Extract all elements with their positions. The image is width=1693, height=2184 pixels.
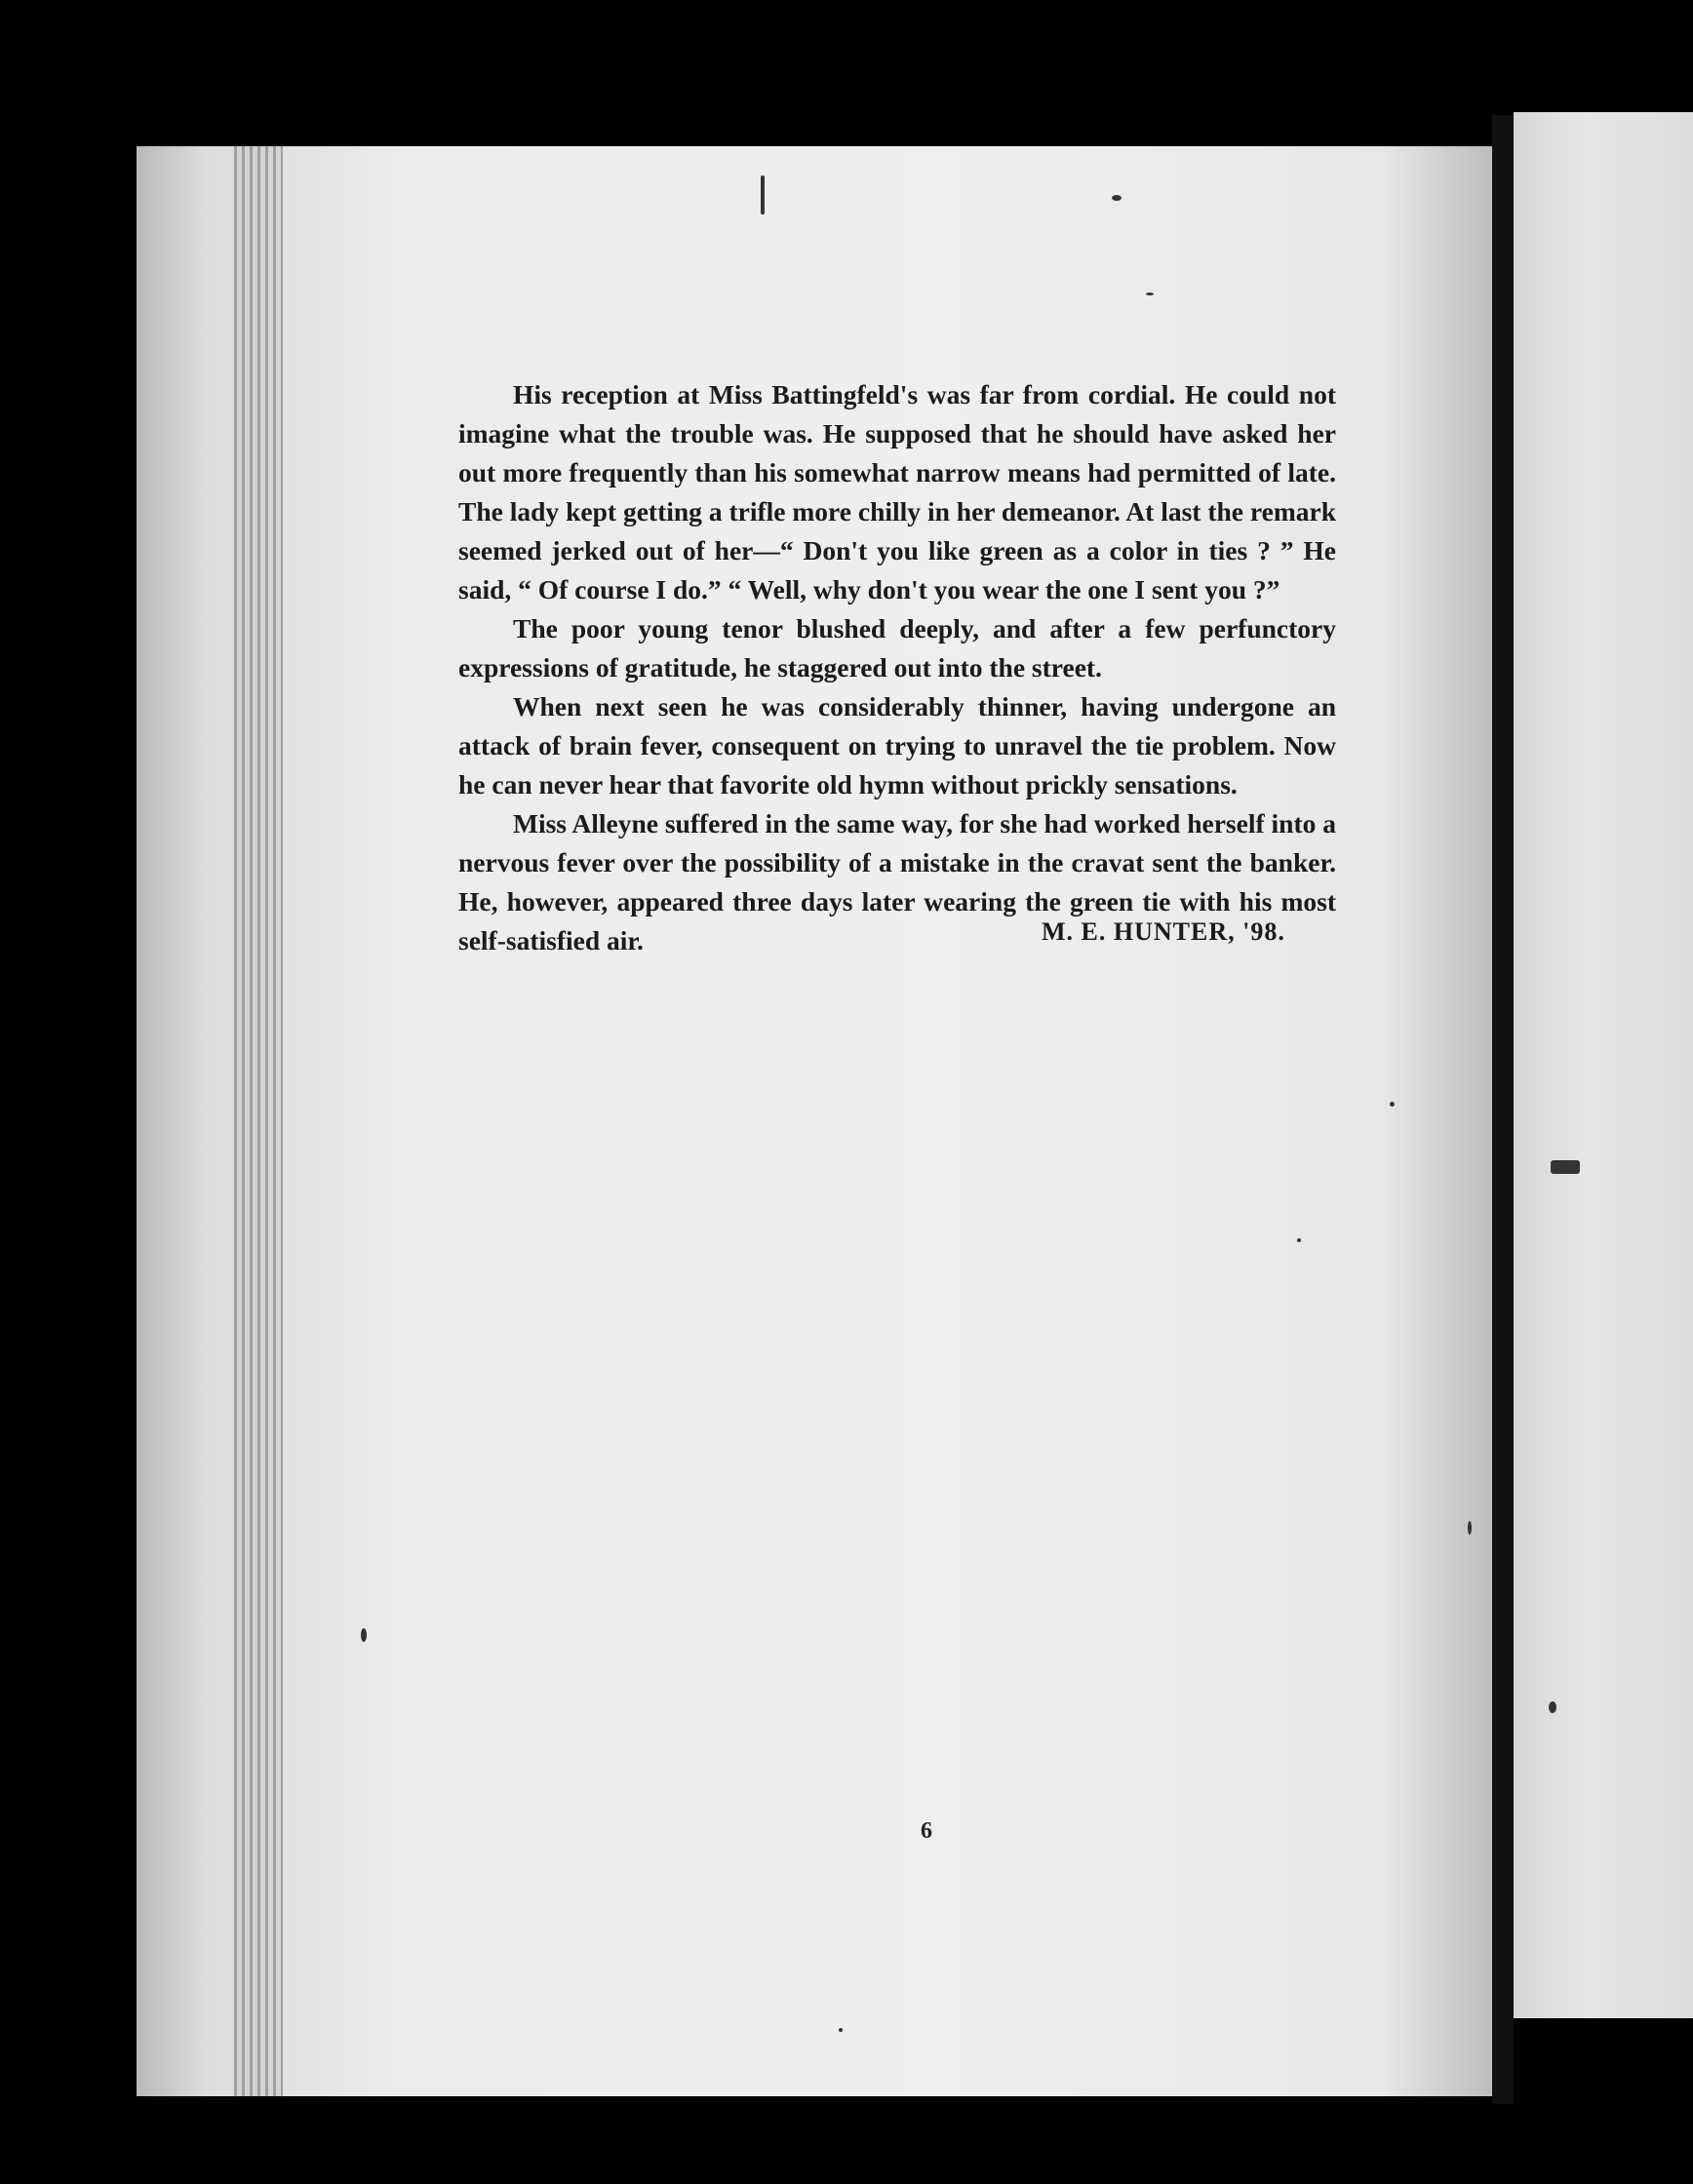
paragraph-4: Miss Alleyne suffered in the same way, for she had worked herself into a nervous fever over the possibility of a mistake in the cravat sent the banker. He, however, appeared three days later wearing the green tie with his most self-satisfied air.: [458, 808, 1336, 956]
ink-speck: [1146, 292, 1154, 295]
ink-speck: [1551, 1160, 1580, 1174]
paragraph-1: His reception at Miss Battingfeld's was far from cordial. He could not imagine what the trouble was. He supposed that he should have asked her out more frequently than his somewhat narrow means had permitted of late. The lady kept getting a trifle more chilly in her demeanor. At last the remark seemed jerked out of her—“ Don't you like green as a color in ties ? ” He said, “ Of course I do.” “ Well, why don't you wear the one I sent you ?”: [458, 379, 1336, 604]
paragraph-3: When next seen he was considerably thinner, having undergone an attack of brain fever, consequent on trying to unravel the tie problem. Now he can never hear that favorite old hymn without prickly sensations.: [458, 691, 1336, 800]
facing-page-edge: [1514, 112, 1693, 2018]
book-gutter: [1492, 115, 1514, 2104]
paragraph-2: The poor young tenor blushed deeply, and after a few perfunctory expressions of gratitude, he staggered out into the street.: [458, 613, 1336, 682]
body-text: [458, 375, 1336, 960]
ink-speck: [1549, 1701, 1556, 1713]
page-edges: [234, 146, 283, 2096]
ink-speck: [839, 2028, 843, 2032]
author-signature: M. E. HUNTER, '98.: [1042, 917, 1285, 946]
ink-speck: [761, 176, 765, 214]
ink-speck: [1297, 1238, 1301, 1242]
ink-speck: [1468, 1521, 1472, 1535]
ink-speck: [1390, 1102, 1395, 1107]
page-number: 6: [921, 1818, 932, 1844]
ink-speck: [1112, 195, 1122, 201]
ink-speck: [361, 1628, 367, 1642]
